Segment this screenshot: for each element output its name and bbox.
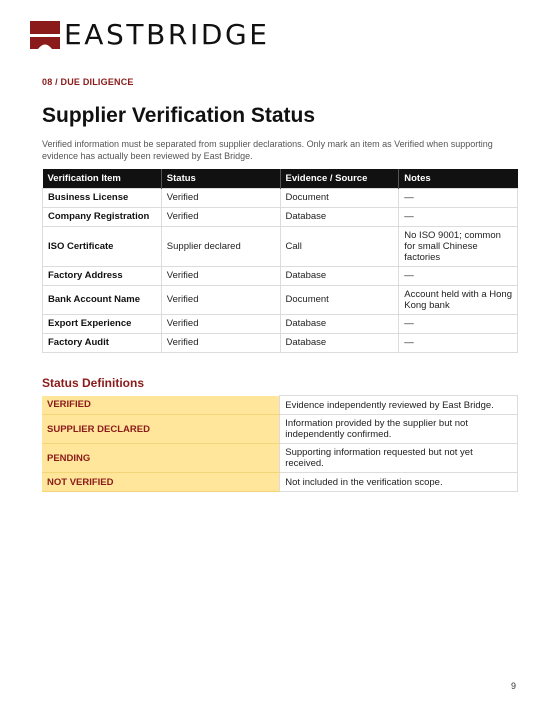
cell-evidence: Document — [280, 188, 399, 207]
cell-status: Verified — [161, 333, 280, 352]
cell-status: Supplier declared — [161, 226, 280, 266]
header-evidence-source: Evidence / Source — [280, 169, 399, 188]
cell-evidence: Document — [280, 285, 399, 314]
cell-evidence: Database — [280, 266, 399, 285]
table-row — [43, 266, 518, 285]
cell-status: Verified — [161, 207, 280, 226]
cell-item: Company Registration — [43, 207, 162, 226]
cell-evidence: Database — [280, 333, 399, 352]
definition-row — [42, 396, 518, 415]
table-row — [43, 285, 518, 314]
page-title: Supplier Verification Status — [42, 104, 316, 127]
cell-status: Verified — [161, 285, 280, 314]
page-number: 9 — [511, 681, 517, 691]
definition-description: Information provided by the supplier but not independently confirmed. — [280, 415, 518, 444]
definition-description: Supporting information requested but not yet received. — [280, 444, 518, 473]
definition-description: Evidence independently reviewed by East Bridge. — [280, 396, 518, 415]
header-status: Status — [161, 169, 280, 188]
cell-evidence: Database — [280, 207, 399, 226]
table-row — [43, 188, 518, 207]
eastbridge-logo-icon — [30, 21, 60, 49]
cell-status: Verified — [161, 188, 280, 207]
definition-term: NOT VERIFIED — [42, 473, 280, 492]
definition-row — [42, 415, 518, 444]
cell-notes: No ISO 9001; common for small Chinese factories — [399, 226, 518, 266]
brand-logo — [30, 20, 270, 50]
cell-item: Factory Audit — [43, 333, 162, 352]
definition-term: PENDING — [42, 444, 280, 473]
cell-evidence: Call — [280, 226, 399, 266]
cell-notes: Account held with a Hong Kong bank — [399, 285, 518, 314]
definitions-table — [42, 395, 518, 492]
cell-item: ISO Certificate — [43, 226, 162, 266]
section-label: 08 / DUE DILIGENCE — [42, 77, 134, 87]
intro-text: Verified information must be separated from supplier declarations. Only mark an item as Verified when supporting evidence has actually been reviewed by East Bridge. — [42, 139, 493, 161]
cell-notes: — — [399, 207, 518, 226]
definition-row — [42, 444, 518, 473]
cell-item: Factory Address — [43, 266, 162, 285]
brand-name: EASTBRIDGE — [64, 18, 270, 51]
cell-notes: — — [399, 314, 518, 333]
definition-term: SUPPLIER DECLARED — [42, 415, 280, 444]
definition-row — [42, 473, 518, 492]
verification-table — [42, 169, 518, 353]
definition-term: VERIFIED — [42, 396, 280, 415]
table-row — [43, 333, 518, 352]
cell-notes: — — [399, 266, 518, 285]
cell-item: Bank Account Name — [43, 285, 162, 314]
table-row — [43, 314, 518, 333]
definitions-title: Status Definitions — [42, 376, 145, 390]
definition-description: Not included in the verification scope. — [280, 473, 518, 492]
header-verification-item: Verification Item — [43, 169, 162, 188]
cell-status: Verified — [161, 314, 280, 333]
cell-notes: — — [399, 188, 518, 207]
table-row — [43, 207, 518, 226]
cell-evidence: Database — [280, 314, 399, 333]
cell-item: Business License — [43, 188, 162, 207]
cell-status: Verified — [161, 266, 280, 285]
cell-notes: — — [399, 333, 518, 352]
cell-item: Export Experience — [43, 314, 162, 333]
header-notes: Notes — [399, 169, 518, 188]
table-header-row — [43, 169, 518, 188]
table-row — [43, 226, 518, 266]
